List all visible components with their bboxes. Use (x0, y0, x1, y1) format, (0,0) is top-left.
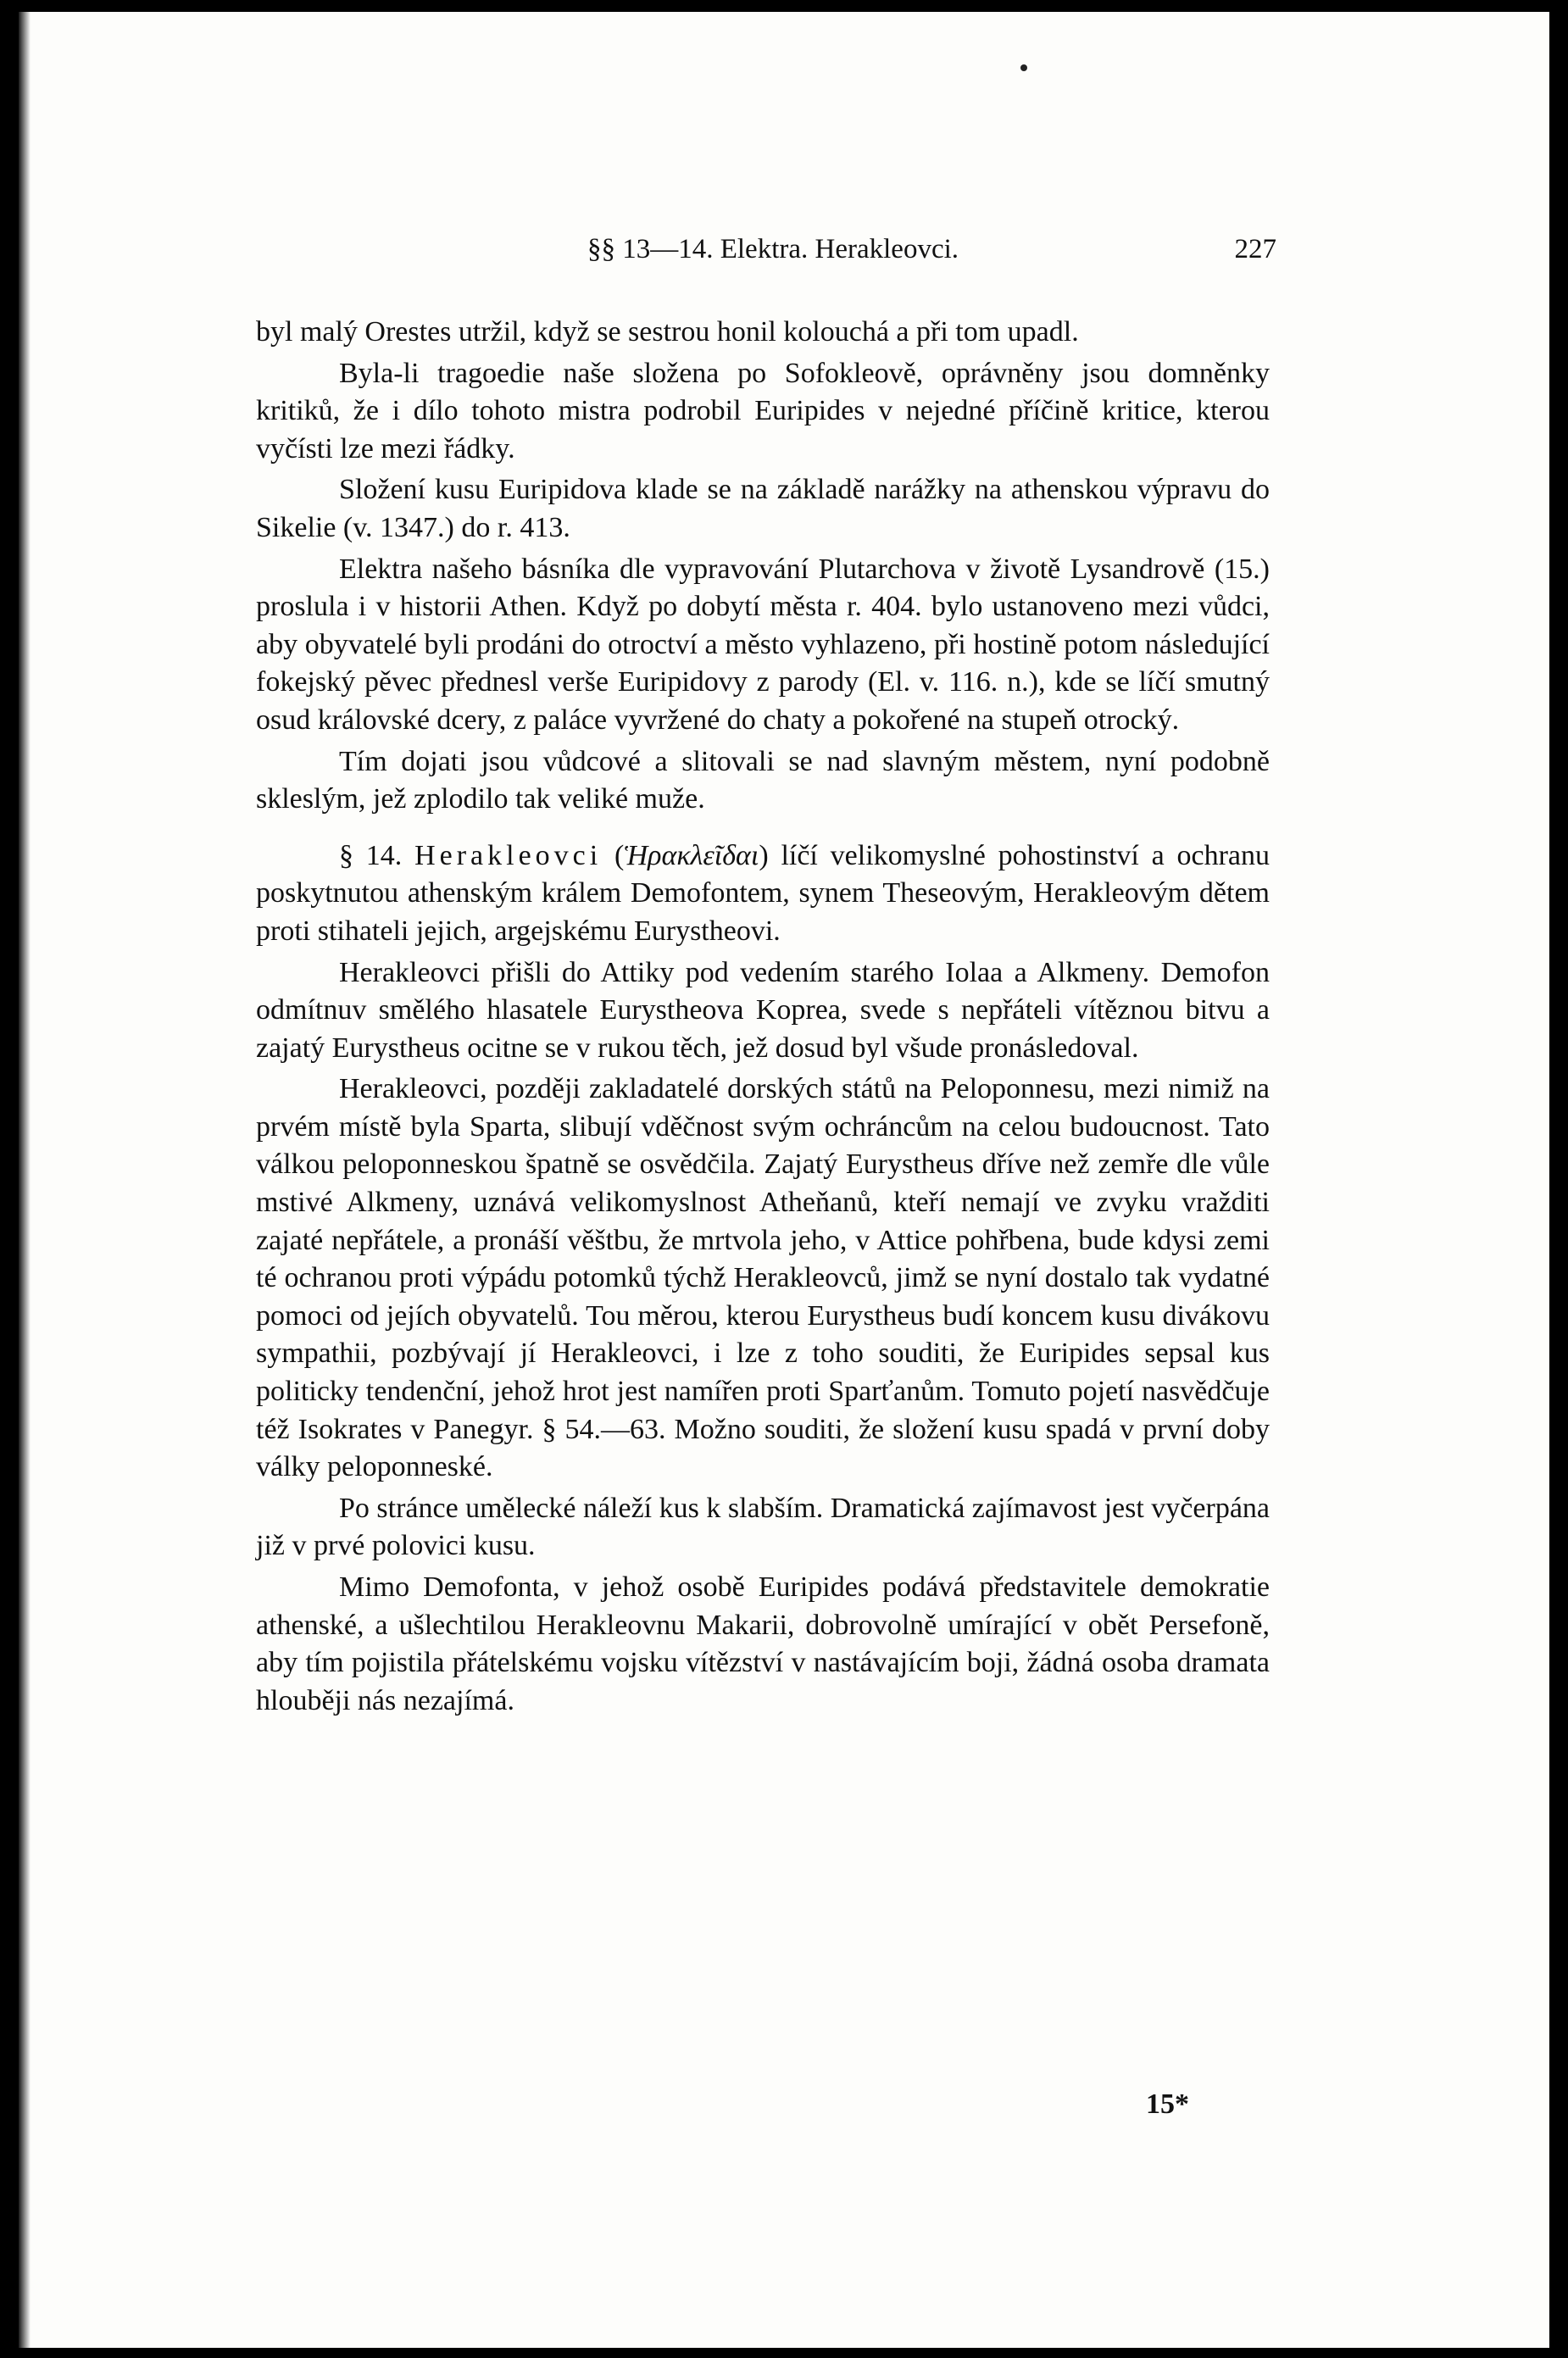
greek-title: Ἡρακλεῖδαι (624, 839, 759, 871)
paragraph: Po stránce umělecké náleží kus k slabším. Dramatická zajímavost jest vyčerpána již v prvé polovici kusu. (256, 1492, 1270, 1562)
paragraph: Elektra našeho básníka dle vypravování Plutarchova v životě Lysandrově (15.) proslula i v historii Athen. Když po dobytí města r. 404. bylo ustanoveno mezi vůdci, aby obyvatelé byli prodáni do otroctví a město vyhlazeno, při hostině potom následující fokejský pěvec přednesl verše Euripidovy z parody (El. v. 116. n.), kde se líčí smutný osud královské dcery, z paláce vyvržené do chaty a pokořené na stupeň otrocký. (256, 553, 1270, 736)
paragraph: Tím dojati jsou vůdcové a slitovali se nad slavným městem, nyní podobně skleslým, jež zplodilo tak veliké muže. (256, 745, 1270, 815)
paragraph: Mimo Demofonta, v jehož osobě Euripides podává představitele demokratie athenské, a ušlechtilou Herakleovnu Makarii, dobrovolně umírající v obět Persefoně, aby tím pojistila přátelskému vojsku vítězství v nastávajícím boji, žádná osoba dramata hlouběji nás nezajímá. (256, 1571, 1270, 1716)
paragraph: Herakleovci, později zakladatelé dorských států na Peloponnesu, mezi nimiž na prvém místě byla Sparta, slibují vděčnost svým ochráncům na celou budoucnost. Tato válkou peloponneskou špatně se osvědčila. Zajatý Eurystheus dříve než zemře dle vůle mstivé Alkmeny, uznává velikomyslnost Atheňanů, kteří nemají ve zvyku vražditi zajaté nepřátele, a pronáší věštbu, že mrtvola jeho, v Attice pohřbena, bude kdysi zemi té ochranou proti výpádu potomků týchž Herakleovců, jimž se nyní dostalo tak vydatné pomoci od jejích obyvatelů. Tou měrou, kterou Eurystheus budí koncem kusu divákovu sympathii, pozbývají jí Herakleovci, i lze z toho souditi, že Euripides sepsal kus politicky tendenční, jehož hrot jest namířen proti Sparťanům. Tomuto pojetí nasvědčuje též Isokrates v Panegyr. § 54.—63. Možno souditi, že složení kusu spadá v první doby války peloponneské. (256, 1073, 1270, 1483)
greek-open-paren: ( (614, 839, 625, 871)
paragraph-continued: byl malý Orestes utržil, když se sestrou honil kolouchá a při tom upadl. (256, 316, 1079, 348)
text-body (256, 314, 1270, 1723)
section-text: líčí velikomyslné pohostinství a ochranu poskytnutou athenským králem Demofontem, synem Theseovým, Herakleovým dětem proti stihateli jejich, argejskému Eurystheovi. (256, 839, 1271, 947)
page-number: 227 (1234, 234, 1276, 264)
running-title: §§ 13—14. Elektra. Herakleovci. (587, 234, 959, 264)
binding-shadow (19, 12, 31, 2348)
book-page (19, 12, 1549, 2348)
ink-speck (1020, 64, 1027, 71)
paragraph: Herakleovci přišli do Attiky pod vedením starého Iolaa a Alkmeny. Demofon odmítnuv smělého hlasatele Eurystheova Koprea, svede s nepřáteli vítěznou bitvu a zajatý Eurystheus ocitne se v rukou těch, jež dosud byl všude pronásledoval. (256, 956, 1270, 1064)
paragraph: Složení kusu Euripidova klade se na základě narážky na athenskou výpravu do Sikelie (v. 1347.) do r. 413. (256, 474, 1270, 543)
section-title: Herakleovci (414, 839, 603, 871)
section-number: § 14. (339, 839, 403, 871)
greek-close-paren: ) (759, 839, 769, 871)
section-14-paragraph (256, 837, 1270, 951)
paragraph: Byla-li tragoedie naše složena po Sofokleově, oprávněny jsou domněnky kritiků, že i dílo tohoto mistra podrobil Euripides v nejedné příčině kritice, kterou vyčísti lze mezi řádky. (256, 357, 1270, 464)
page-header (270, 234, 1276, 271)
signature-mark: 15* (1146, 2088, 1189, 2120)
